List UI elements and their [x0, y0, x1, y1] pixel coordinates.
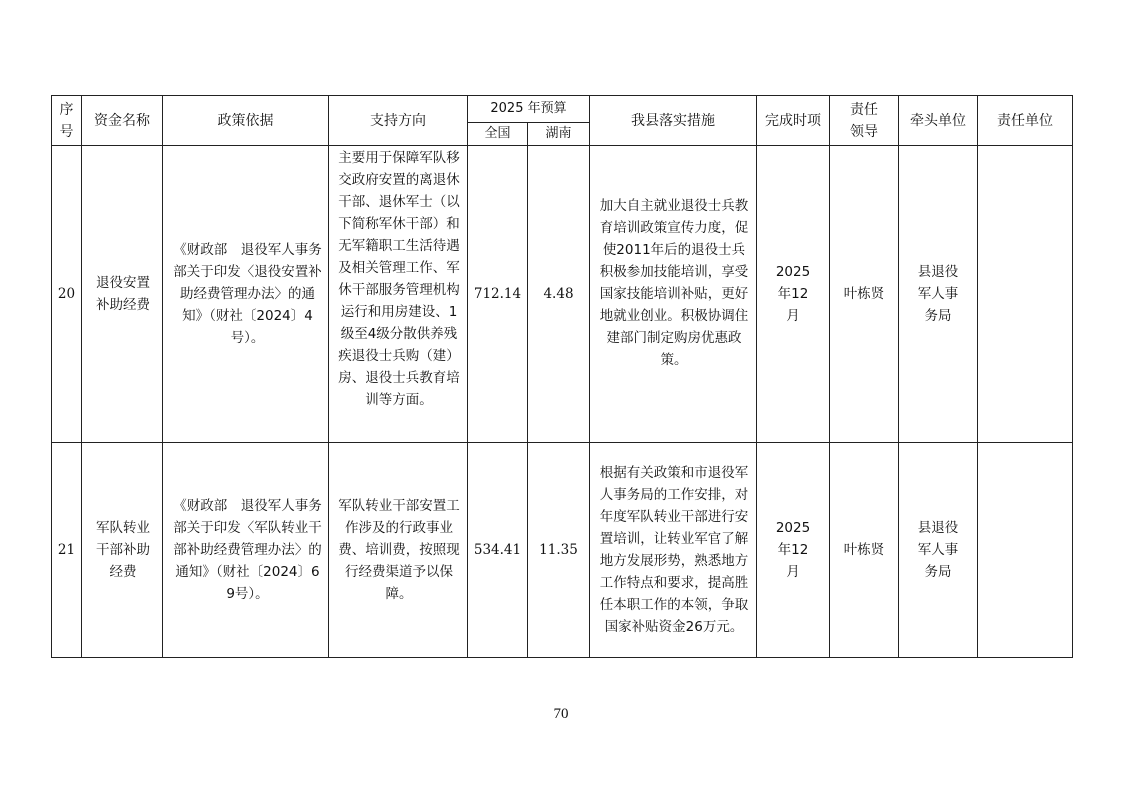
row-support-direction: 军队转业干部安置工作涉及的行政事业费、培训费，按照现行经费渠道予以保障。	[329, 443, 468, 658]
header-lead-unit: 牵头单位	[899, 96, 978, 146]
header-support-direction: 支持方向	[329, 96, 468, 146]
table-row	[52, 443, 1073, 658]
page-number: 70	[553, 706, 569, 722]
row-fund-name: 军队转业干部补助经费	[82, 443, 163, 658]
row-support-direction: 主要用于保障军队移交政府安置的离退休干部、退休军士（以下简称军休干部）和无军籍职工生活待遇及相关管理工作、军休干部服务管理机构运行和用房建设、1级至4级分散供养残疾退役士兵购（建）房、退役士兵教育培训等方面。	[329, 146, 468, 443]
header-budget-hunan: 湖南	[528, 123, 590, 146]
row-responsible-unit	[978, 443, 1073, 658]
row-fund-name: 退役安置补助经费	[82, 146, 163, 443]
row-lead-unit: 县退役军人事务局	[899, 443, 978, 658]
row-responsible-unit	[978, 146, 1073, 443]
row-no: 20	[52, 146, 82, 443]
fund-policy-table	[51, 95, 1073, 658]
header-policy-basis: 政策依据	[163, 96, 329, 146]
header-responsible-unit: 责任单位	[978, 96, 1073, 146]
header-county-measures: 我县落实措施	[590, 96, 757, 146]
header-no: 序号	[52, 96, 82, 146]
row-budget-hunan: 4.48	[528, 146, 590, 443]
header-budget-2025: 2025 年预算	[468, 96, 590, 123]
row-completion-time: 2025年12月	[757, 443, 830, 658]
header-fund-name: 资金名称	[82, 96, 163, 146]
row-budget-national: 712.14	[468, 146, 528, 443]
row-no: 21	[52, 443, 82, 658]
header-budget-national: 全国	[468, 123, 528, 146]
row-county-measures: 加大自主就业退役士兵教育培训政策宣传力度，促使2011年后的退役士兵积极参加技能培训，享受国家技能培训补贴，更好地就业创业。积极协调住建部门制定购房优惠政策。	[590, 146, 757, 443]
header-completion-time: 完成时项	[757, 96, 830, 146]
header-responsible-leader: 责任领导	[830, 96, 899, 146]
table-row	[52, 146, 1073, 443]
row-policy-basis: 《财政部 退役军人事务部关于印发〈退役安置补助经费管理办法〉的通知》（财社〔2024〕4号）。	[163, 146, 329, 443]
row-lead-unit: 县退役军人事务局	[899, 146, 978, 443]
row-budget-national: 534.41	[468, 443, 528, 658]
row-policy-basis: 《财政部 退役军人事务部关于印发〈军队转业干部补助经费管理办法〉的通知》（财社〔2024〕69号）。	[163, 443, 329, 658]
row-completion-time: 2025年12月	[757, 146, 830, 443]
row-budget-hunan: 11.35	[528, 443, 590, 658]
row-responsible-leader: 叶栋贤	[830, 146, 899, 443]
row-county-measures: 根据有关政策和市退役军人事务局的工作安排，对年度军队转业干部进行安置培训，让转业军官了解地方发展形势，熟悉地方工作特点和要求，提高胜任本职工作的本领，争取国家补贴资金26万元。	[590, 443, 757, 658]
row-responsible-leader: 叶栋贤	[830, 443, 899, 658]
